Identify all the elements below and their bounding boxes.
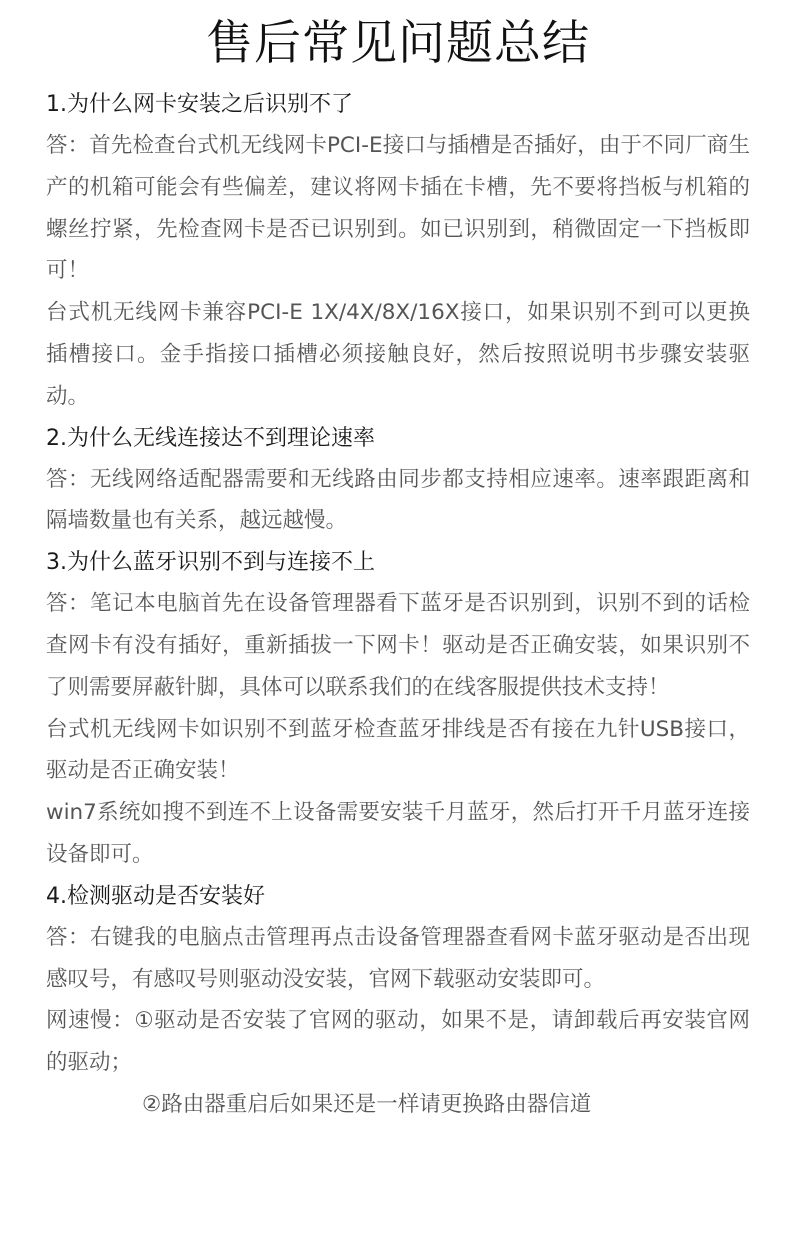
answer-1-paragraph-1: 答：首先检查台式机无线网卡PCI-E接口与插槽是否插好，由于不同厂商生产的机箱可能会有些偏差，建议将网卡插在卡槽，先不要将挡板与机箱的螺丝拧紧，先检查网卡是否已识别到。如已识别到，稍微固定一下挡板即可！	[46, 133, 750, 284]
question-2: 2.为什么无线连接达不到理论速率	[46, 425, 375, 451]
answer-3-paragraph-1: 答：笔记本电脑首先在设备管理器看下蓝牙是否识别到，识别不到的话检查网卡有没有插好，重新插拔一下网卡！驱动是否正确安装，如果识别不了则需要屏蔽针脚，具体可以联系我们的在线客服提供技术支持！	[46, 591, 750, 700]
answer-4-indented-line: ②路由器重启后如果还是一样请更换路由器信道	[142, 1091, 592, 1117]
faq-section-2	[46, 418, 750, 543]
answer-4-paragraph-1: 答：右键我的电脑点击管理再点击设备管理器查看网卡蓝牙驱动是否出现感叹号，有感叹号则驱动没安装，官网下载驱动安装即可。	[46, 924, 750, 992]
answer-1-paragraph-2: 台式机无线网卡兼容PCI-E 1X/4X/8X/16X接口，如果识别不到可以更换插槽接口。金手指接口插槽必须接触良好，然后按照说明书步骤安装驱动。	[46, 300, 750, 409]
faq-section-1	[46, 84, 750, 418]
question-1: 1.为什么网卡安装之后识别不了	[46, 92, 353, 117]
question-4: 4.检测驱动是否安装好	[46, 883, 265, 909]
answer-3-paragraph-3: win7系统如搜不到连不上设备需要安装千月蓝牙，然后打开千月蓝牙连接设备即可。	[46, 800, 750, 867]
answer-4-paragraph-2: 网速慢：①驱动是否安装了官网的驱动，如果不是，请卸载后再安装官网的驱动；	[46, 1008, 750, 1076]
answer-2-paragraph-1: 答：无线网络适配器需要和无线路由同步都支持相应速率。速率跟距离和隔墙数量也有关系，越远越慢。	[46, 466, 750, 534]
faq-section-4	[46, 876, 750, 1126]
answer-3-paragraph-2: 台式机无线网卡如识别不到蓝牙检查蓝牙排线是否有接在九针USB接口，驱动是否正确安装！	[46, 716, 750, 784]
faq-section-3	[46, 542, 750, 876]
question-3: 3.为什么蓝牙识别不到与连接不上	[46, 550, 375, 576]
page-title: 售后常见问题总结	[206, 16, 590, 71]
